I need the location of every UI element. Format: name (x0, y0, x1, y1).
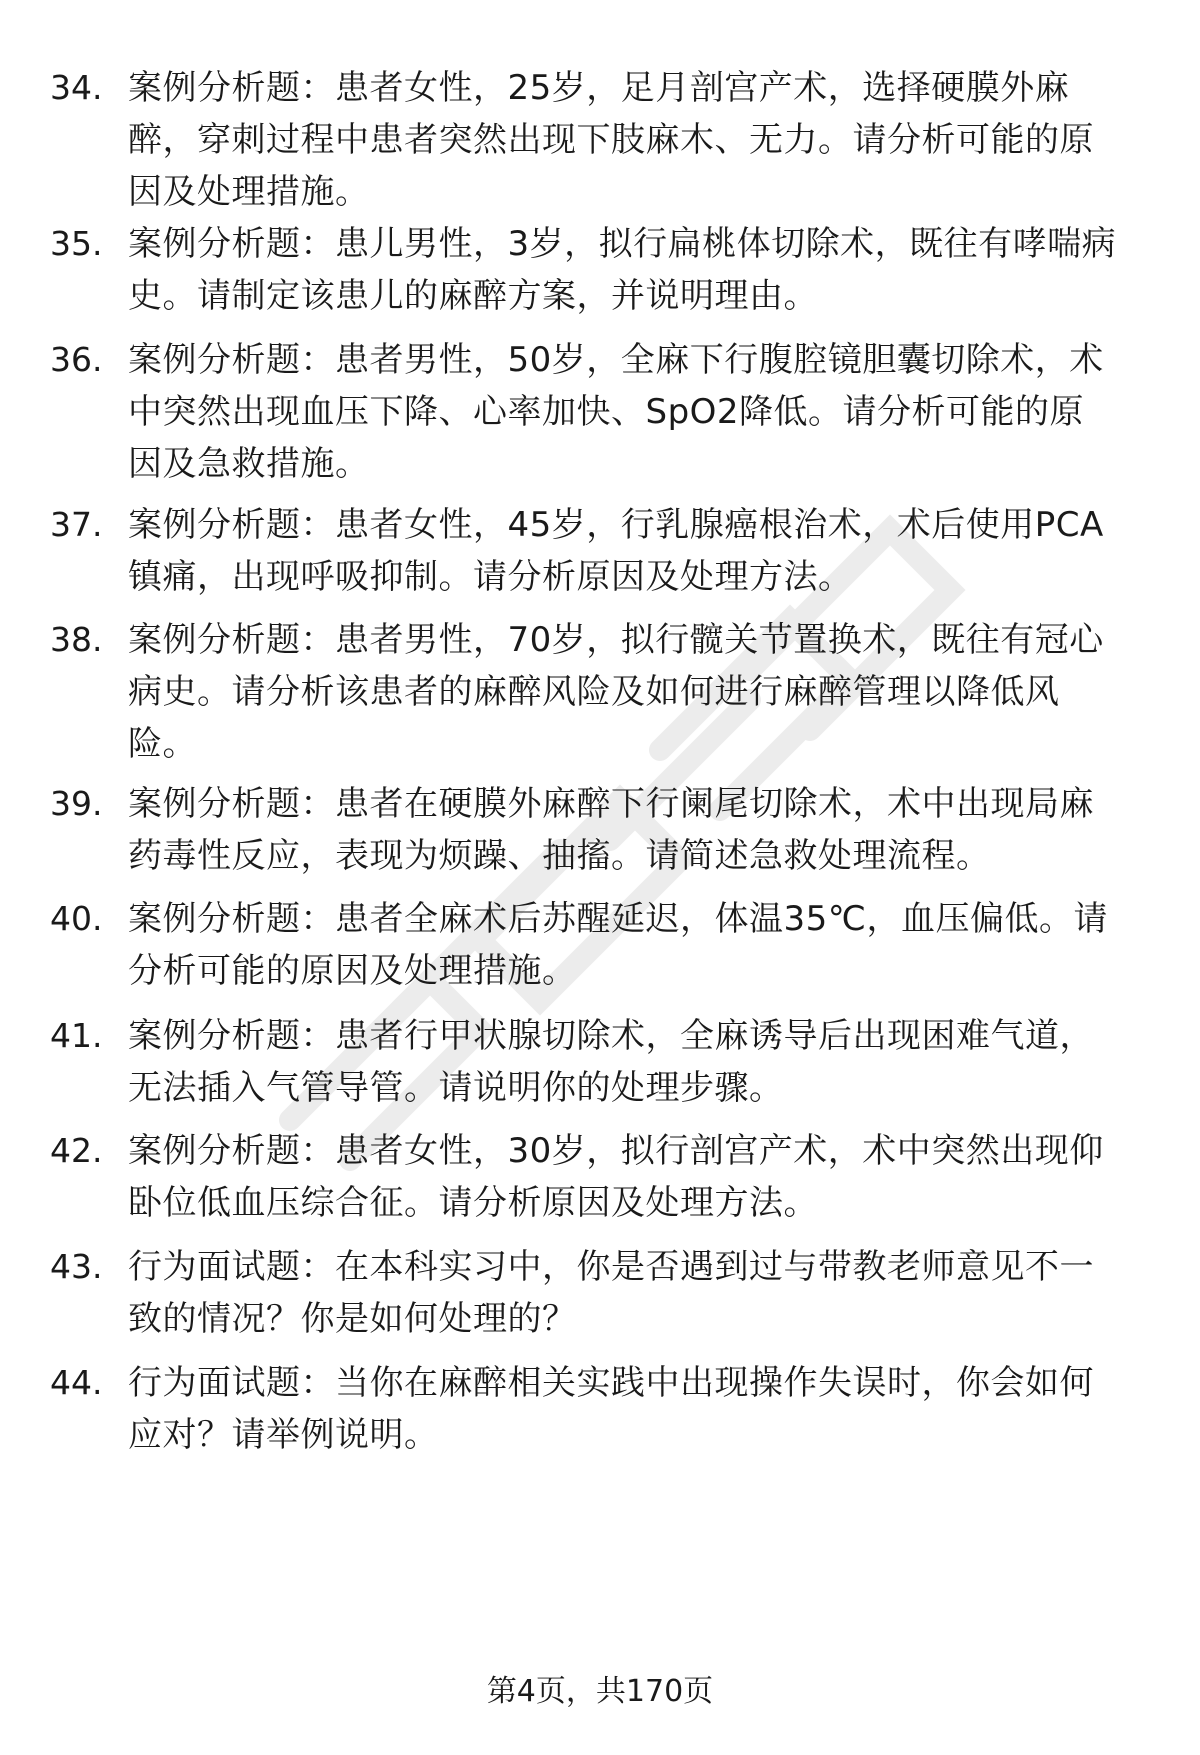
question-text: 案例分析题：患者全麻术后苏醒延迟，体温35℃，血压偏低。请 分析可能的原因及处理措施。 (128, 899, 1108, 991)
question-number: 44. (50, 1363, 103, 1402)
page-footer: 第4页，共170页 (486, 1674, 714, 1709)
question-number: 43. (50, 1247, 103, 1286)
question-text: 案例分析题：患者在硬膜外麻醉下行阑尾切除术，术中出现局麻 药毒性反应，表现为烦躁、抽搐。请简述急救处理流程。 (128, 784, 1094, 876)
question-text: 案例分析题：患者女性，45岁，行乳腺癌根治术，术后使用PCA 镇痛，出现呼吸抑制。请分析原因及处理方法。 (128, 505, 1104, 597)
question-text: 案例分析题：患者行甲状腺切除术，全麻诱导后出现困难气道， 无法插入气管导管。请说明你的处理步骤。 (128, 1016, 1094, 1108)
question-text: 行为面试题：在本科实习中，你是否遇到过与带教老师意见不一 致的情况？你是如何处理的？ (128, 1247, 1094, 1339)
question-text: 案例分析题：患者女性，30岁，拟行剖宫产术，术中突然出现仰 卧位低血压综合征。请分析原因及处理方法。 (128, 1131, 1104, 1223)
question-number: 35. (50, 224, 103, 263)
question-number: 38. (50, 620, 103, 659)
question-number: 37. (50, 505, 103, 544)
question-text: 案例分析题：患儿男性，3岁，拟行扁桃体切除术，既往有哮喘病 史。请制定该患儿的麻醉方案，并说明理由。 (128, 224, 1117, 316)
question-text: 案例分析题：患者女性，25岁，足月剖宫产术，选择硬膜外麻 醉，穿刺过程中患者突然出现下肢麻木、无力。请分析可能的原 因及处理措施。 (128, 68, 1094, 212)
question-number: 36. (50, 340, 103, 379)
question-text: 案例分析题：患者男性，70岁，拟行髋关节置换术，既往有冠心 病史。请分析该患者的麻醉风险及如何进行麻醉管理以降低风 险。 (128, 620, 1104, 764)
question-number: 39. (50, 784, 103, 823)
question-number: 40. (50, 899, 103, 938)
question-text: 行为面试题：当你在麻醉相关实践中出现操作失误时，你会如何 应对？请举例说明。 (128, 1363, 1094, 1455)
question-number: 42. (50, 1131, 103, 1170)
question-number: 41. (50, 1016, 103, 1055)
question-text: 案例分析题：患者男性，50岁，全麻下行腹腔镜胆囊切除术，术 中突然出现血压下降、心率加快、SpO2降低。请分析可能的原 因及急救措施。 (128, 340, 1104, 484)
question-number: 34. (50, 68, 103, 107)
